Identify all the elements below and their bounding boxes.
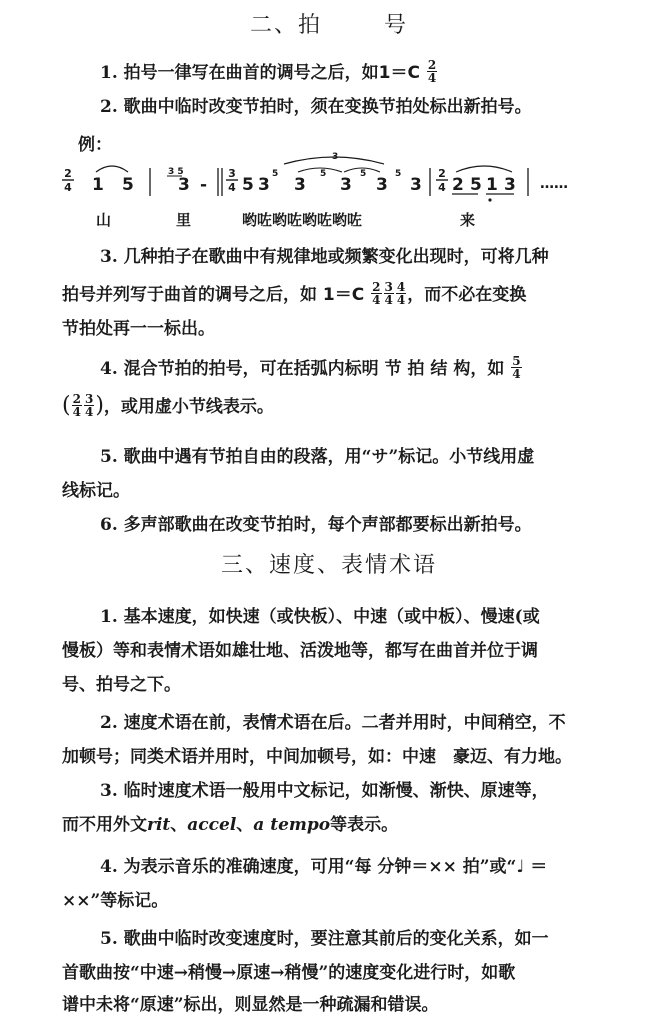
tempo-item-4: 4. 为表示音乐的准确速度，可用“每 分钟＝×× 拍”或“♩ ＝ [100, 857, 548, 877]
meter-item-6: 6. 多声部歌曲在改变节拍时，每个声部都要标出新拍号。 [100, 515, 532, 535]
note: 3 [178, 175, 190, 195]
tempo-item-3: 3. 临时速度术语一般用中文标记，如渐慢、渐快、原速等， [100, 781, 549, 801]
note: 3 [376, 175, 388, 195]
note: 3 [258, 175, 270, 195]
meter-item-1: 1. 拍号一律写在曲首的调号之后，如1＝C $\frac{2}{4}$ [100, 58, 437, 85]
tempo-item-1: 1. 基本速度，如快速（或快板）、中速（或中板）、慢速(或 [100, 607, 540, 627]
svg-text:2: 2 [438, 167, 446, 180]
note: 5 [242, 175, 254, 195]
tempo-item-3-line2: 而不用外文rit、accel、a tempo等表示。 [62, 815, 399, 835]
tempo-item-5-line3: 谱中未将“原速”标出，则显然是一种疏漏和错误。 [62, 995, 439, 1015]
heading-left: 二、拍 [249, 13, 322, 38]
note: 1 [486, 175, 498, 195]
note: 3 [340, 175, 352, 195]
note: 3 [294, 175, 306, 195]
meter-item-3-line3: 节拍处再一一标出。 [62, 319, 215, 339]
heading-right: 号 [384, 13, 409, 38]
time-signature: $\frac{2}{4}$ [427, 58, 437, 85]
svg-text:3: 3 [332, 152, 339, 162]
lyric: 里 [176, 211, 192, 229]
note: 5 [470, 175, 482, 195]
tempo-item-5: 5. 歌曲中临时改变速度时，要注意其前后的变化关系，如一 [100, 929, 549, 949]
svg-text:4: 4 [64, 181, 72, 194]
note: 3 [504, 175, 516, 195]
tempo-item-2: 2. 速度术语在前，表情术语在后。二者并用时，中间稍空，不 [100, 713, 566, 733]
svg-text:5: 5 [320, 169, 327, 179]
meter-item-3: 3. 几种拍子在歌曲中有规律地或频繁变化出现时，可将几种 [100, 247, 549, 267]
tempo-item-1-line2: 慢板）等和表情术语如雄壮地、活泼地等，都写在曲首并位于调 [62, 641, 538, 661]
svg-text:3: 3 [228, 167, 236, 180]
meter-item-4: 4. 混合节拍的拍号，可在括弧内标明 节 拍 结 构，如 $\frac{5}{4}$ [100, 354, 521, 381]
svg-text:4: 4 [228, 181, 236, 194]
note: - [200, 175, 208, 195]
meter-item-2: 2. 歌曲中临时改变节拍时，须在变换节拍处标出新拍号。 [100, 97, 532, 117]
example-label: 例： [78, 135, 112, 155]
svg-text:5: 5 [272, 169, 279, 179]
tempo-item-2-line2: 加顿号；同类术语并用时，中间加顿号，如：中速 豪迈、有力地。 [62, 747, 572, 767]
svg-text:4: 4 [438, 181, 446, 194]
lyric: 山 [96, 211, 112, 229]
svg-text:2: 2 [64, 167, 72, 180]
meter-item-5: 5. 歌曲中遇有节拍自由的段落，用“サ”标记。小节线用虚 [100, 447, 535, 467]
meter-item-5-line2: 线标记。 [62, 481, 130, 501]
svg-text:3: 3 [410, 175, 422, 195]
note: 5 [122, 175, 134, 195]
meter-item-3-line2: 拍号并列写于曲首的调号之后，如 1＝C $\frac{2}{4}$ $\frac{3}{4}$ $\frac{4}{4}$ ，而不必在变换 [62, 280, 527, 307]
meter-item-4-line2: ( $\frac{2}{4}$ $\frac{3}{4}$ )，或用虚小节线表示。 [62, 392, 274, 419]
svg-text:3 5: 3 5 [168, 167, 184, 177]
tempo-item-5-line2: 首歌曲按“中速→稍慢→原速→稍慢”的速度变化进行时，如歌 [62, 963, 516, 983]
tempo-item-4-line2: ××”等标记。 [62, 891, 169, 911]
lyric: 来 [460, 211, 476, 229]
tempo-item-1-line3: 号、拍号之下。 [62, 675, 181, 695]
lyric: 哟咗哟咗哟咗哟咗 [242, 211, 363, 229]
section-heading-tempo: 三、速度、表情术语 [220, 553, 437, 578]
svg-text:5: 5 [395, 169, 402, 179]
section-heading-meter [0, 8, 658, 39]
svg-text:5: 5 [360, 169, 367, 179]
note: 2 [452, 175, 464, 195]
note: 1 [92, 175, 104, 195]
svg-text:……: …… [540, 176, 568, 192]
